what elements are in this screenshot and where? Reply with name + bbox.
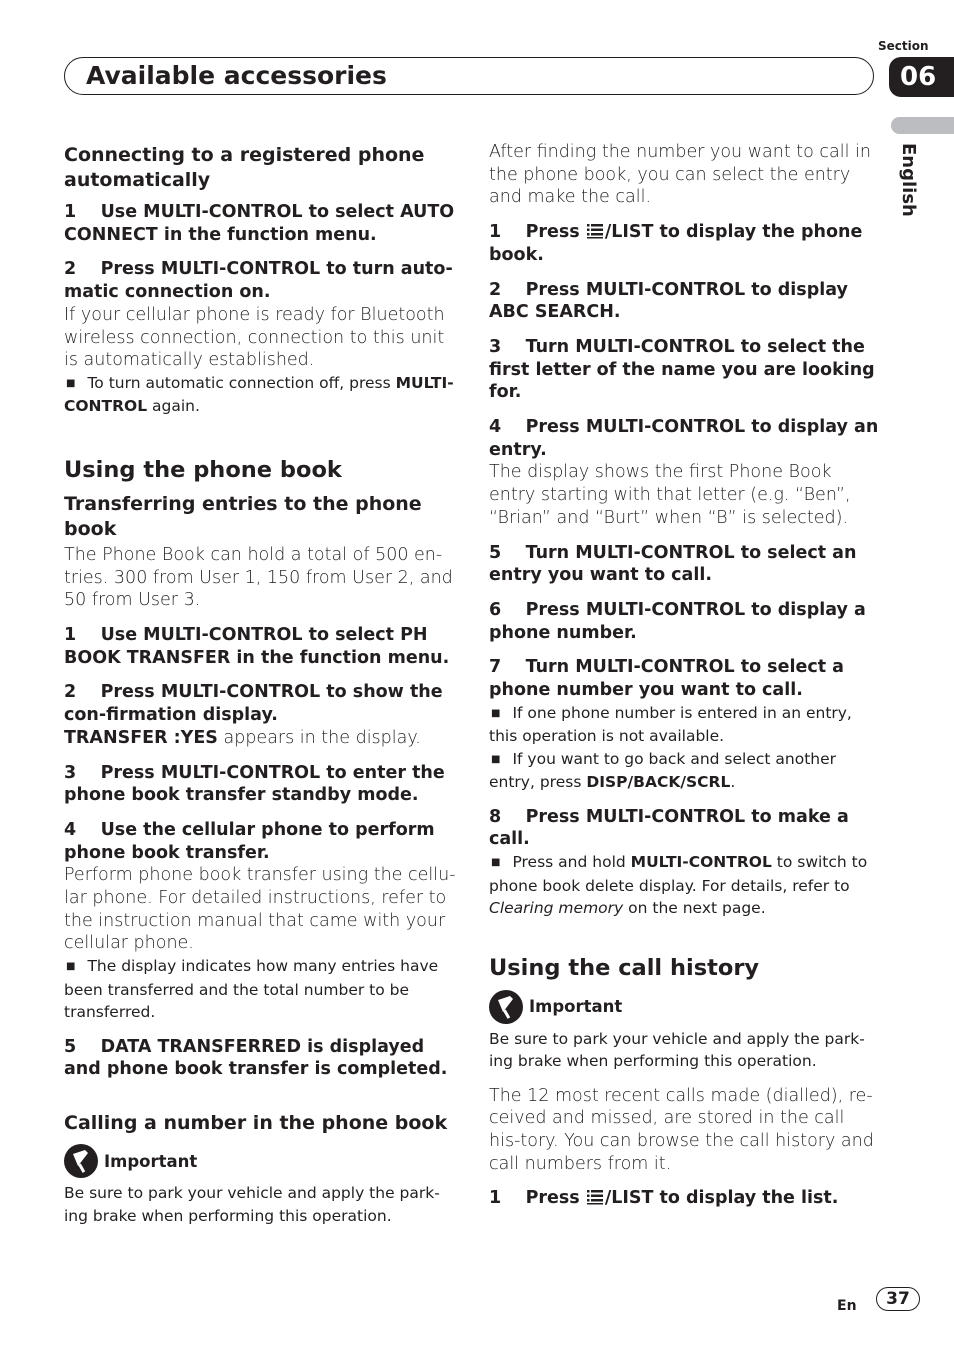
section-label: Section <box>878 39 929 53</box>
phonebook-step-5: 5 Turn MULTI-CONTROL to select an entry you want to call. <box>489 542 857 586</box>
bullet-square-icon: ■ <box>491 753 501 765</box>
call-history-step-1: 1 Press /LIST to display the list. <box>489 1188 839 1209</box>
auto-connect-step-1: 1 Use MULTI-CONTROL to select AUTO CONNECT in the function menu. <box>64 202 455 245</box>
transfer-note: ■ The display indicates how many entries have been transferred and the total number to be transferred. <box>64 957 439 1022</box>
call-history-important <box>489 990 879 1024</box>
call-history-title: Using the call history <box>489 954 760 981</box>
auto-connect-body: If your cellular phone is ready for Bluetooth wireless connection, connection to this unit is automatically established. <box>64 304 445 371</box>
transfer-step-5: 5 DATA TRANSFERRED is displayed and phone book transfer is completed. <box>64 1036 448 1080</box>
phonebook-step-7-note-2: ■ If you want to go back and select another entry, press DISP/BACK/SCRL. <box>489 749 837 792</box>
calling-heading: Calling a number in the phone book <box>64 1112 448 1135</box>
transfer-step-4: 4 Use the cellular phone to perform phone book transfer. <box>64 819 435 863</box>
phonebook-step-4: 4 Press MULTI-CONTROL to display an entry. <box>489 417 879 460</box>
important-icon <box>64 1144 98 1178</box>
phone-book-title: Using the phone book <box>64 456 342 483</box>
important-label: Important <box>104 1151 198 1171</box>
list-icon <box>586 1189 604 1205</box>
phonebook-step-7: 7 Turn MULTI-CONTROL to select a phone number you want to call. <box>489 657 844 701</box>
page-number: 37 <box>876 1287 920 1311</box>
important-label: Important <box>529 997 623 1017</box>
call-history-important-body: Be sure to park your vehicle and apply the park-ing brake when performing this operation. <box>489 1029 865 1071</box>
calling-important <box>64 1144 456 1178</box>
transfer-step-1: 1 Use MULTI-CONTROL to select PH BOOK TRANSFER in the function menu. <box>64 625 450 668</box>
transfer-body: The Phone Book can hold a total of 500 en-tries. 300 from User 1, 150 from User 2, and 50 from User 3. <box>64 544 453 611</box>
footer-language-code: En <box>837 1298 857 1314</box>
important-icon <box>489 990 523 1024</box>
list-icon <box>586 223 604 239</box>
phonebook-intro: After finding the number you want to call in the phone book, you can select the entry and make the call. <box>489 142 871 208</box>
calling-important-body: Be sure to park your vehicle and apply the park-ing brake when performing this operation. <box>64 1184 440 1225</box>
auto-connect-heading: Connecting to a registered phone automatically <box>64 144 425 191</box>
language-tab-marker <box>891 117 954 134</box>
transfer-step-2: 2 Press MULTI-CONTROL to show the con-firmation display. <box>64 682 443 726</box>
bullet-square-icon: ■ <box>66 961 76 973</box>
phonebook-step-1: 1 Press /LIST to display the phone book. <box>489 222 863 265</box>
bullet-square-icon: ■ <box>491 857 501 869</box>
section-number-tab: 06 <box>889 57 954 97</box>
auto-connect-note: ■ To turn automatic connection off, press MULTI-CONTROL again. <box>64 373 454 416</box>
transfer-heading: Transferring entries to the phone book <box>64 492 422 540</box>
transfer-step-3: 3 Press MULTI-CONTROL to enter the phone book transfer standby mode. <box>64 762 445 806</box>
call-history-body: The 12 most recent calls made (dialled), re-ceived and missed, are stored in the call his-tory. You can browse the call history and call numbers from it. <box>489 1085 874 1174</box>
phonebook-step-7-note-1: ■ If one phone number is entered in an entry, this operation is not available. <box>489 703 852 746</box>
phonebook-step-3: 3 Turn MULTI-CONTROL to select the first letter of the name you are looking for. <box>489 336 875 403</box>
language-label: English <box>898 143 919 217</box>
right-column <box>489 141 879 1210</box>
bullet-square-icon: ■ <box>491 707 501 719</box>
phonebook-step-2: 2 Press MULTI-CONTROL to display ABC SEARCH. <box>489 279 848 323</box>
auto-connect-step-2: 2 Press MULTI-CONTROL to turn auto-matic connection on. <box>64 259 453 303</box>
bullet-square-icon: ■ <box>66 377 76 389</box>
phonebook-step-4-body: The display shows the first Phone Book entry starting with that letter (e.g. “Ben”, “Brian” and “Burt” when “B” is selected). <box>489 462 851 528</box>
phonebook-step-6: 6 Press MULTI-CONTROL to display a phone number. <box>489 599 866 643</box>
left-column <box>64 141 456 1227</box>
page-title: Available accessories <box>86 61 387 90</box>
transfer-step-4-body: Perform phone book transfer using the cellu-lar phone. For detailed instructions, refer to the instruction manual that came with your cellular phone. <box>64 865 456 954</box>
transfer-step-2-body: TRANSFER :YES appears in the display. <box>64 727 421 748</box>
phonebook-step-8-note: ■ Press and hold MULTI-CONTROL to switch to phone book delete display. For details, refer to Clearing memory on the next page. <box>489 853 868 918</box>
phonebook-step-8: 8 Press MULTI-CONTROL to make a call. <box>489 806 849 850</box>
